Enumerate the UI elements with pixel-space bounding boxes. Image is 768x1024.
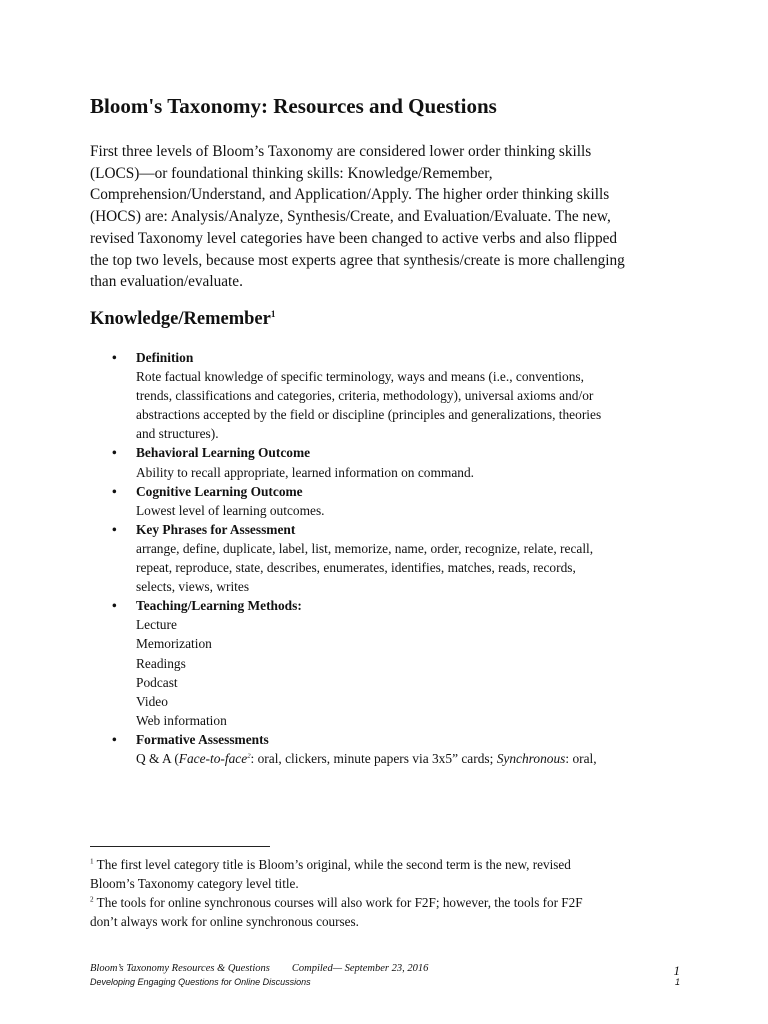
page-footer-subtitle (90, 977, 680, 987)
bullet-text-line: repeat, reproduce, state, describes, enumerates, identifies, matches, reads, records, (136, 560, 576, 576)
intro-line: than evaluation/evaluate. (90, 273, 243, 291)
bullet-text-line: Memorization (136, 636, 212, 652)
bullet-text-line: Ability to recall appropriate, learned information on command. (136, 464, 475, 480)
bullet-text-line: selects, views, writes (136, 579, 250, 595)
intro-paragraph (90, 141, 690, 293)
footnote-1 (90, 855, 690, 874)
list-item-definition (90, 348, 690, 443)
text-run: : oral, (565, 750, 597, 766)
intro-line: Comprehension/Understand, and Application/Apply. The higher order thinking skills (90, 186, 610, 204)
list-item-methods (90, 596, 690, 730)
bullet-label: Definition (136, 350, 194, 365)
bullet-marker: • (112, 350, 117, 365)
list-item-formative (90, 730, 690, 768)
footnote-divider (90, 846, 270, 847)
footer-doc-title: Bloom’s Taxonomy Resources & Questions (90, 963, 270, 974)
bullet-text-line: Lowest level of learning outcomes. (136, 502, 325, 518)
section-heading (90, 309, 275, 330)
bullet-label: Formative Assessments (136, 731, 269, 747)
bullet-label: Cognitive Learning Outcome (136, 483, 303, 499)
footer-compiled-date: Compiled— September 23, 2016 (291, 963, 429, 974)
bullet-text-line: Lecture (136, 617, 177, 633)
intro-line: the top two levels, because most experts agree that synthesis/create is more challenging (90, 251, 625, 269)
text-run-italic: Synchronous (496, 750, 566, 766)
bullet-text-line (136, 749, 690, 768)
footnote-number: 1 (90, 857, 94, 866)
intro-line: (HOCS) are: Analysis/Analyze, Synthesis/Create, and Evaluation/Evaluate. The new, (90, 208, 611, 226)
bullet-text-line: Podcast (136, 674, 178, 690)
text-run-italic: Face-to-face (178, 750, 248, 766)
bullet-text-line: arrange, define, duplicate, label, list, memorize, name, order, recognize, relate, recall, (136, 540, 594, 556)
bullet-marker: • (112, 483, 117, 499)
footnote-ref-1: 1 (270, 309, 276, 320)
bullet-text-line: Web information (136, 712, 227, 728)
bullet-text-line: Readings (136, 655, 186, 671)
bullet-label: Teaching/Learning Methods: (136, 598, 302, 614)
footnote-text: The first level category title is Bloom’s original, while the second term is the new, revised (93, 857, 571, 872)
footnote-ref-2: 2 (247, 752, 251, 760)
page-number: 1 (673, 963, 680, 978)
footnote-text: don’t always work for online synchronous courses. (90, 914, 359, 929)
bullet-text-line: Video (136, 693, 168, 709)
intro-line: revised Taxonomy level categories have been changed to active verbs and also flipped (90, 229, 618, 247)
bullet-text-line: trends, classifications and categories, criteria, methodology), universal axioms and/or (136, 388, 594, 404)
bullet-label: Key Phrases for Assessment (136, 521, 296, 537)
bullet-marker: • (112, 445, 117, 461)
footnote-text: Bloom’s Taxonomy category level title. (90, 876, 299, 891)
text-run: Q & A ( (136, 750, 179, 766)
bullet-marker: • (112, 598, 117, 614)
text-run: : oral, clickers, minute papers via 3x5” cards; (250, 750, 497, 766)
bullet-marker: • (112, 731, 117, 747)
intro-line: (LOCS)—or foundational thinking skills: Knowledge/Remember, (90, 164, 493, 182)
bullet-list (90, 348, 690, 768)
footer-subtitle: Developing Engaging Questions for Online Discussions (90, 977, 311, 987)
bullet-marker: • (112, 521, 117, 537)
bullet-text-line: abstractions accepted by the field or discipline (principles and generalizations, theories (136, 407, 602, 423)
page-footer (90, 963, 680, 978)
page-title: Bloom's Taxonomy: Resources and Questions (90, 94, 497, 118)
list-item-behavioral (90, 443, 690, 481)
intro-line: First three levels of Bloom’s Taxonomy are considered lower order thinking skills (90, 143, 592, 160)
list-item-cognitive (90, 482, 690, 520)
bullet-label: Behavioral Learning Outcome (136, 445, 311, 461)
footnote-2 (90, 893, 690, 912)
list-item-key-phrases (90, 520, 690, 596)
section-heading-text: Knowledge/Remember (90, 309, 271, 329)
footnotes (90, 855, 690, 931)
footnote-text: The tools for online synchronous courses will also work for F2F; however, the tools for F2F (93, 895, 583, 910)
page-number-small: 1 (674, 977, 680, 987)
bullet-text-line: Rote factual knowledge of specific terminology, ways and means (i.e., conventions, (136, 369, 584, 385)
footnote-number: 2 (90, 895, 94, 904)
bullet-text-line: and structures). (136, 426, 219, 442)
